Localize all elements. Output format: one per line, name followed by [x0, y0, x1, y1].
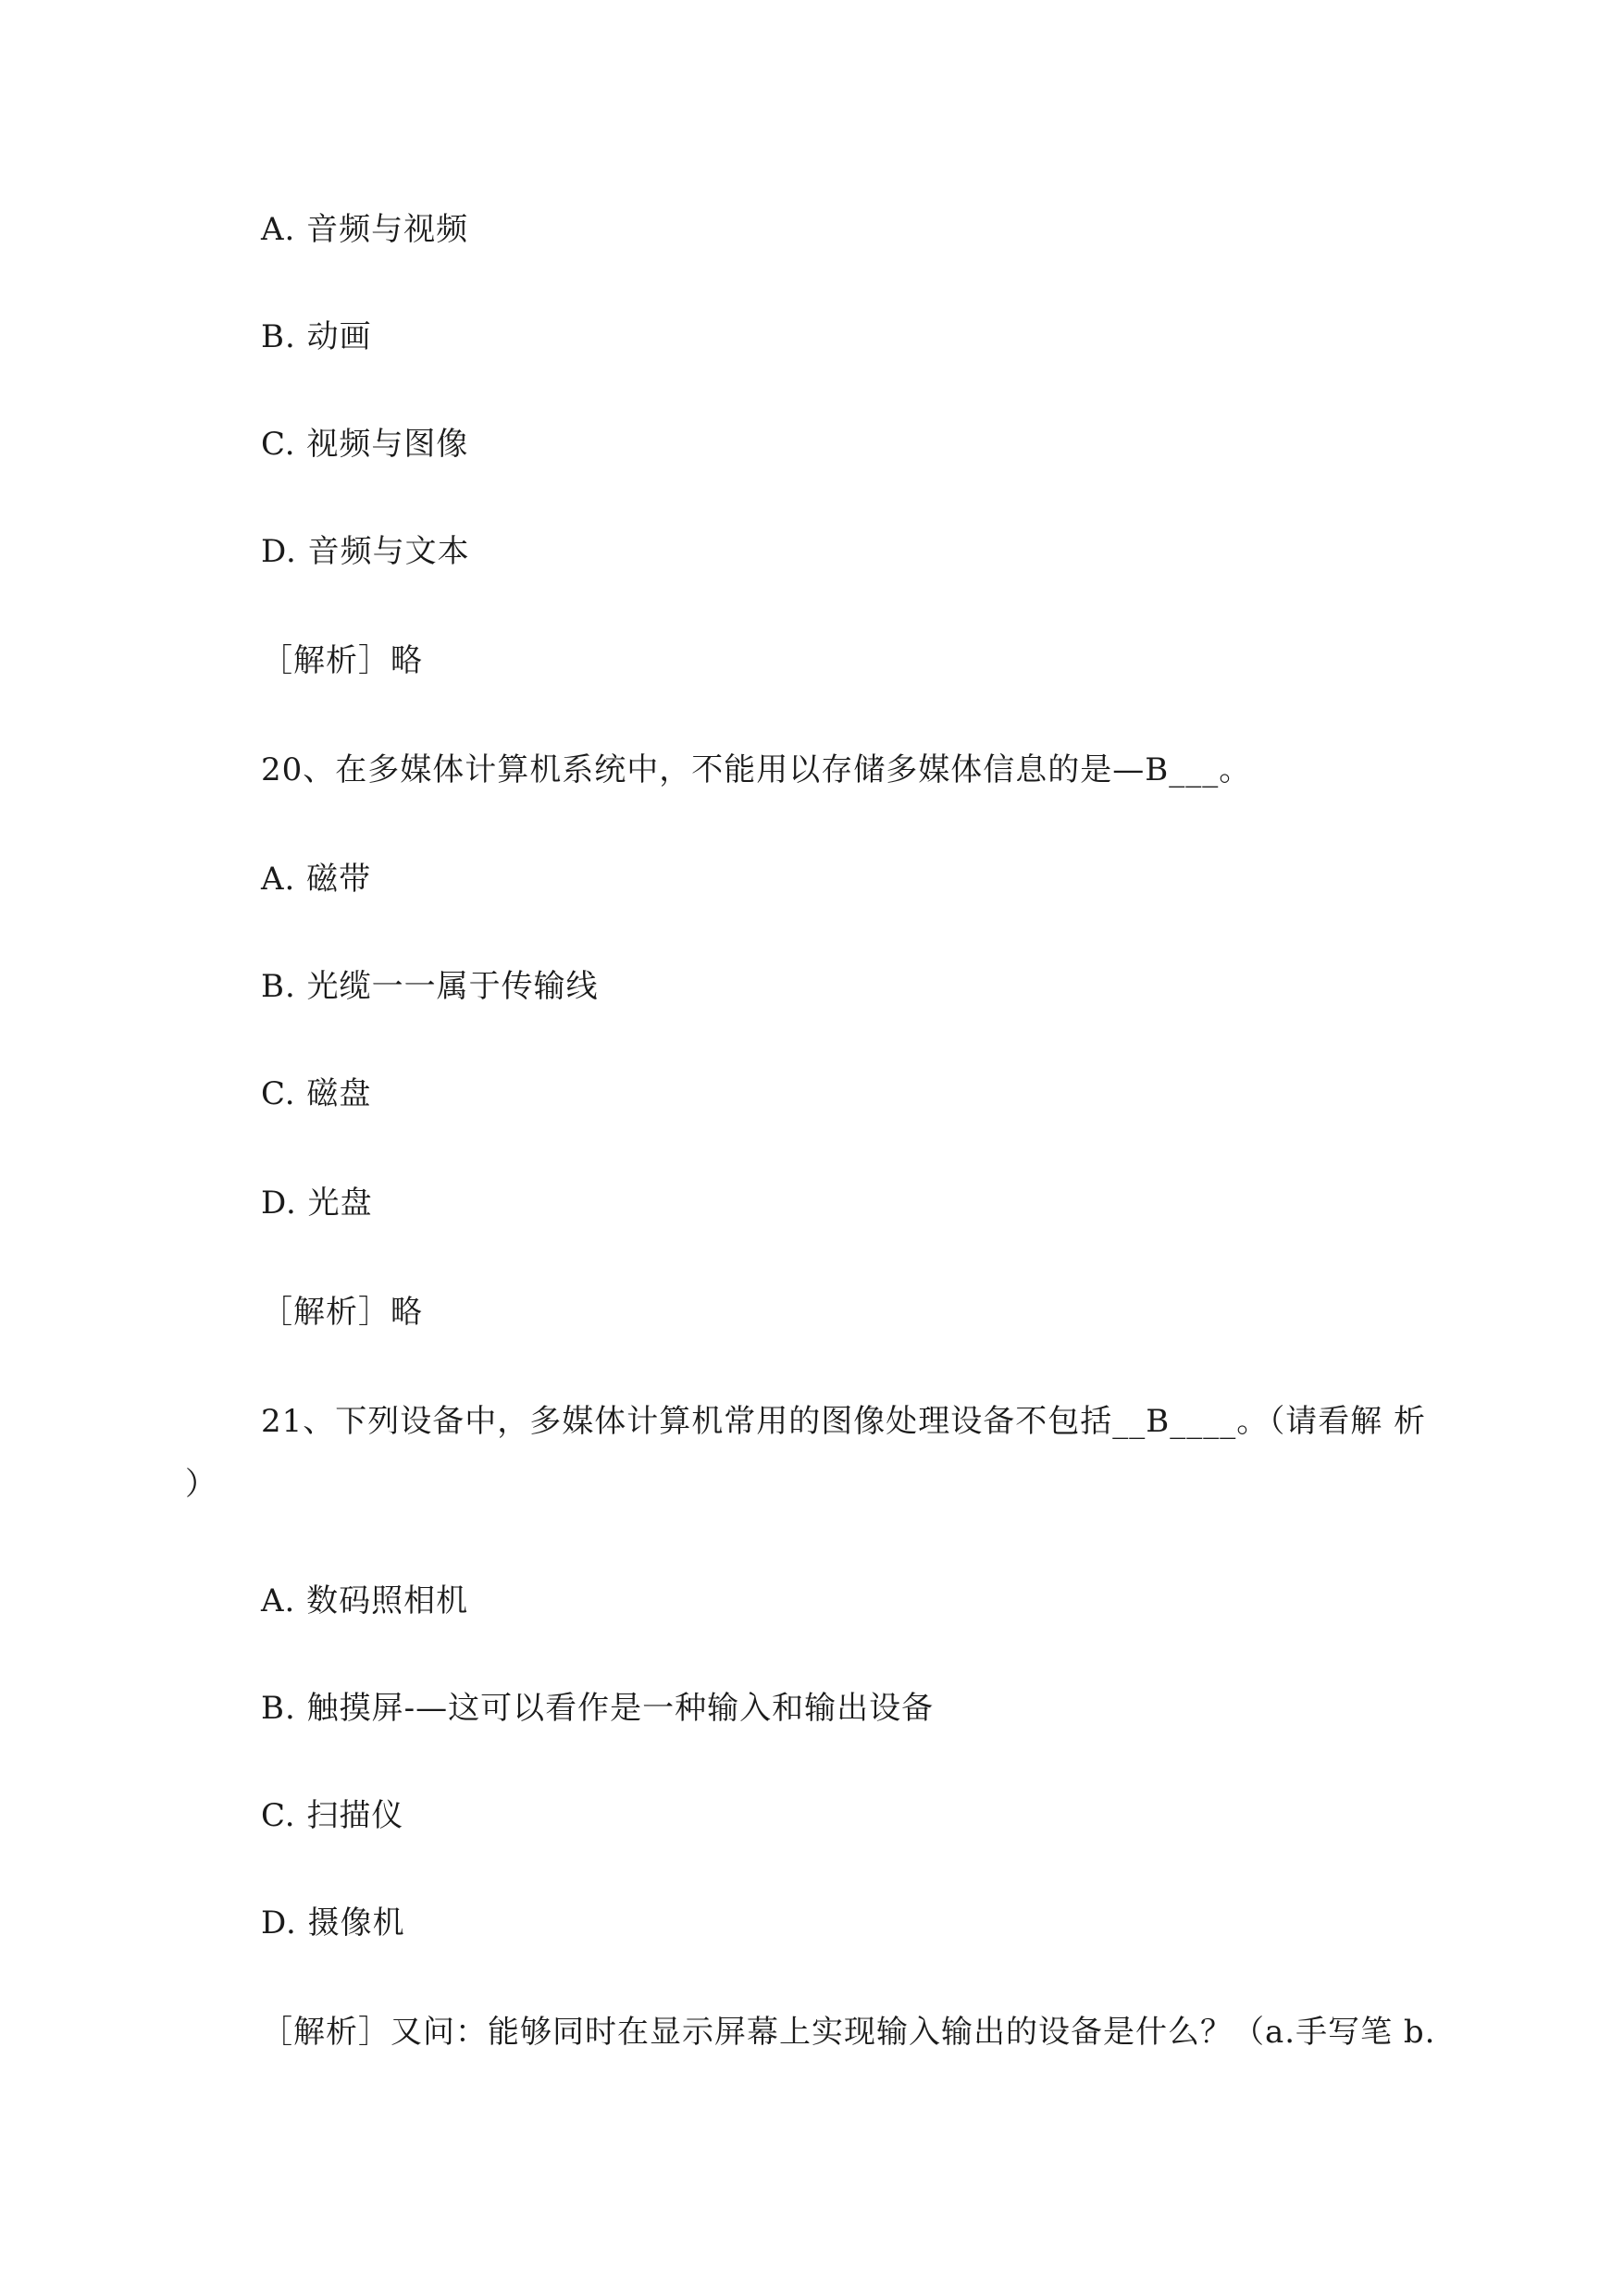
- q21-option-c: C. 扫描仪: [261, 1797, 404, 1834]
- q21-option-b: B. 触摸屏-—这可以看作是一种输入和输出设备: [261, 1690, 935, 1727]
- q21-option-a: A. 数码照相机: [261, 1582, 469, 1619]
- q19-option-a: A. 音频与视频: [261, 211, 469, 248]
- q20-option-d: D. 光盘: [261, 1185, 373, 1222]
- q19-option-d: D. 音频与文本: [261, 533, 470, 570]
- q19-option-c: C. 视频与图像: [261, 426, 469, 463]
- q21-option-d: D. 摄像机: [261, 1904, 405, 1941]
- q21-stem-continued: ）: [185, 1466, 217, 1503]
- q19-option-b: B. 动画: [261, 318, 372, 355]
- q20-option-c: C. 磁盘: [261, 1075, 372, 1112]
- q20-stem: 20、在多媒体计算机系统中，不能用以存储多媒体信息的是—B___。: [261, 751, 1252, 788]
- q19-analysis: ［解析］略: [261, 642, 423, 679]
- q20-analysis: ［解析］略: [261, 1294, 423, 1331]
- q20-option-a: A. 磁带: [261, 861, 372, 898]
- q21-stem: 21、下列设备中，多媒体计算机常用的图像处理设备不包括__B____。（请看解 析: [261, 1403, 1427, 1440]
- q21-analysis: ［解析］又问：能够同时在显示屏幕上实现输入输出的设备是什么？（a.手写笔 b.: [261, 2014, 1436, 2051]
- q20-option-b: B. 光缆一一属于传输线: [261, 968, 599, 1005]
